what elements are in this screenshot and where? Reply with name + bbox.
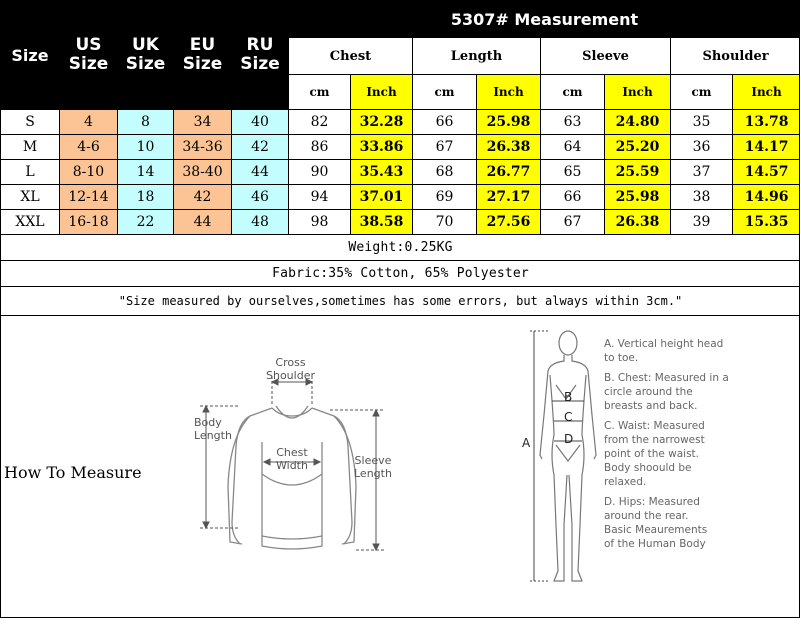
length-inch-unit: Inch [477,75,541,110]
eu-size-cell: 38-40 [174,160,232,185]
chest-inch-cell: 35.43 [351,160,413,185]
sleeve-inch-cell: 26.38 [605,210,671,235]
size-cell: XXL [1,210,60,235]
sleeve-cm-cell: 64 [541,135,605,160]
chest-inch-cell: 32.28 [351,110,413,135]
instruction-item: A. Vertical height head to toe. [604,338,724,364]
body-length-label: Body Length [194,416,232,442]
letter-a: A [522,436,531,450]
sleeve-inch-cell: 25.20 [605,135,671,160]
measurement-title: 5307# Measurement [289,1,800,38]
eu-size-header: EU Size [174,1,232,110]
shoulder-cm-cell: 39 [671,210,733,235]
length-inch-cell: 26.77 [477,160,541,185]
chest-cm-cell: 82 [289,110,351,135]
uk-size-header: UK Size [118,1,174,110]
shoulder-cm-cell: 35 [671,110,733,135]
sleeve-inch-unit: Inch [605,75,671,110]
shoulder-cm-cell: 36 [671,135,733,160]
letter-c: C [564,410,573,424]
sleeve-cm-cell: 65 [541,160,605,185]
length-cm-cell: 70 [413,210,477,235]
sleeve-length-label: Sleeve Length [354,454,392,480]
ru-size-cell: 42 [232,135,289,160]
uk-size-cell: 14 [118,160,174,185]
shoulder-inch-cell: 15.35 [733,210,800,235]
ru-size-cell: 44 [232,160,289,185]
instruction-item: D. Hips: Measured around the rear. Basic Meaurements of the Human Body [604,496,708,550]
chest-cm-cell: 98 [289,210,351,235]
letter-b: B [564,390,573,404]
length-header: Length [413,38,541,75]
cross-shoulder-label: Cross Shoulder [266,356,315,382]
chest-inch-cell: 37.01 [351,185,413,210]
sleeve-cm-unit: cm [541,75,605,110]
chest-cm-cell: 90 [289,160,351,185]
uk-size-cell: 22 [118,210,174,235]
size-cell: S [1,110,60,135]
ru-size-cell: 46 [232,185,289,210]
weight-info: Weight:0.25KG [1,235,800,261]
shoulder-inch-cell: 14.57 [733,160,800,185]
size-cell: M [1,135,60,160]
instruction-item: B. Chest: Measured in a circle around the breasts and back. [604,372,729,412]
sleeve-inch-cell: 24.80 [605,110,671,135]
length-inch-cell: 26.38 [477,135,541,160]
instruction-item: C. Waist: Measured from the narrowest point of the waist. Body shoould be relaxed. [604,420,705,488]
sleeve-cm-cell: 63 [541,110,605,135]
chest-cm-cell: 86 [289,135,351,160]
length-cm-cell: 67 [413,135,477,160]
chest-header: Chest [289,38,413,75]
shoulder-header: Shoulder [671,38,800,75]
length-cm-cell: 68 [413,160,477,185]
size-cell: L [1,160,60,185]
length-cm-cell: 66 [413,110,477,135]
chest-inch-cell: 33.86 [351,135,413,160]
shoulder-inch-cell: 14.17 [733,135,800,160]
sleeve-cm-cell: 66 [541,185,605,210]
length-cm-unit: cm [413,75,477,110]
shoulder-inch-cell: 13.78 [733,110,800,135]
uk-size-cell: 10 [118,135,174,160]
uk-size-cell: 8 [118,110,174,135]
eu-size-cell: 34-36 [174,135,232,160]
us-size-cell: 4 [60,110,118,135]
size-cell: XL [1,185,60,210]
chest-cm-unit: cm [289,75,351,110]
length-cm-cell: 69 [413,185,477,210]
sleeve-header: Sleeve [541,38,671,75]
chest-inch-unit: Inch [351,75,413,110]
fabric-info: Fabric:35% Cotton, 65% Polyester [1,261,800,287]
ru-size-cell: 48 [232,210,289,235]
us-size-cell: 4-6 [60,135,118,160]
sleeve-cm-cell: 67 [541,210,605,235]
eu-size-cell: 44 [174,210,232,235]
shoulder-cm-cell: 38 [671,185,733,210]
us-size-cell: 8-10 [60,160,118,185]
sleeve-inch-cell: 25.59 [605,160,671,185]
chest-width-label: Chest Width [276,446,308,472]
ru-size-cell: 40 [232,110,289,135]
length-inch-cell: 27.56 [477,210,541,235]
letter-d: D [564,432,574,446]
length-inch-cell: 25.98 [477,110,541,135]
measurement-note: "Size measured by ourselves,sometimes has some errors, but always within 3cm." [1,287,800,316]
shoulder-cm-cell: 37 [671,160,733,185]
sleeve-inch-cell: 25.98 [605,185,671,210]
ru-size-header: RU Size [232,1,289,110]
eu-size-cell: 42 [174,185,232,210]
chest-inch-cell: 38.58 [351,210,413,235]
uk-size-cell: 18 [118,185,174,210]
shoulder-inch-unit: Inch [733,75,800,110]
us-size-header: US Size [60,1,118,110]
shoulder-cm-unit: cm [671,75,733,110]
us-size-cell: 16-18 [60,210,118,235]
chest-cm-cell: 94 [289,185,351,210]
length-inch-cell: 27.17 [477,185,541,210]
size-header: Size [1,1,60,110]
shoulder-inch-cell: 14.96 [733,185,800,210]
eu-size-cell: 34 [174,110,232,135]
how-to-measure-label: How To Measure [4,463,142,482]
us-size-cell: 12-14 [60,185,118,210]
